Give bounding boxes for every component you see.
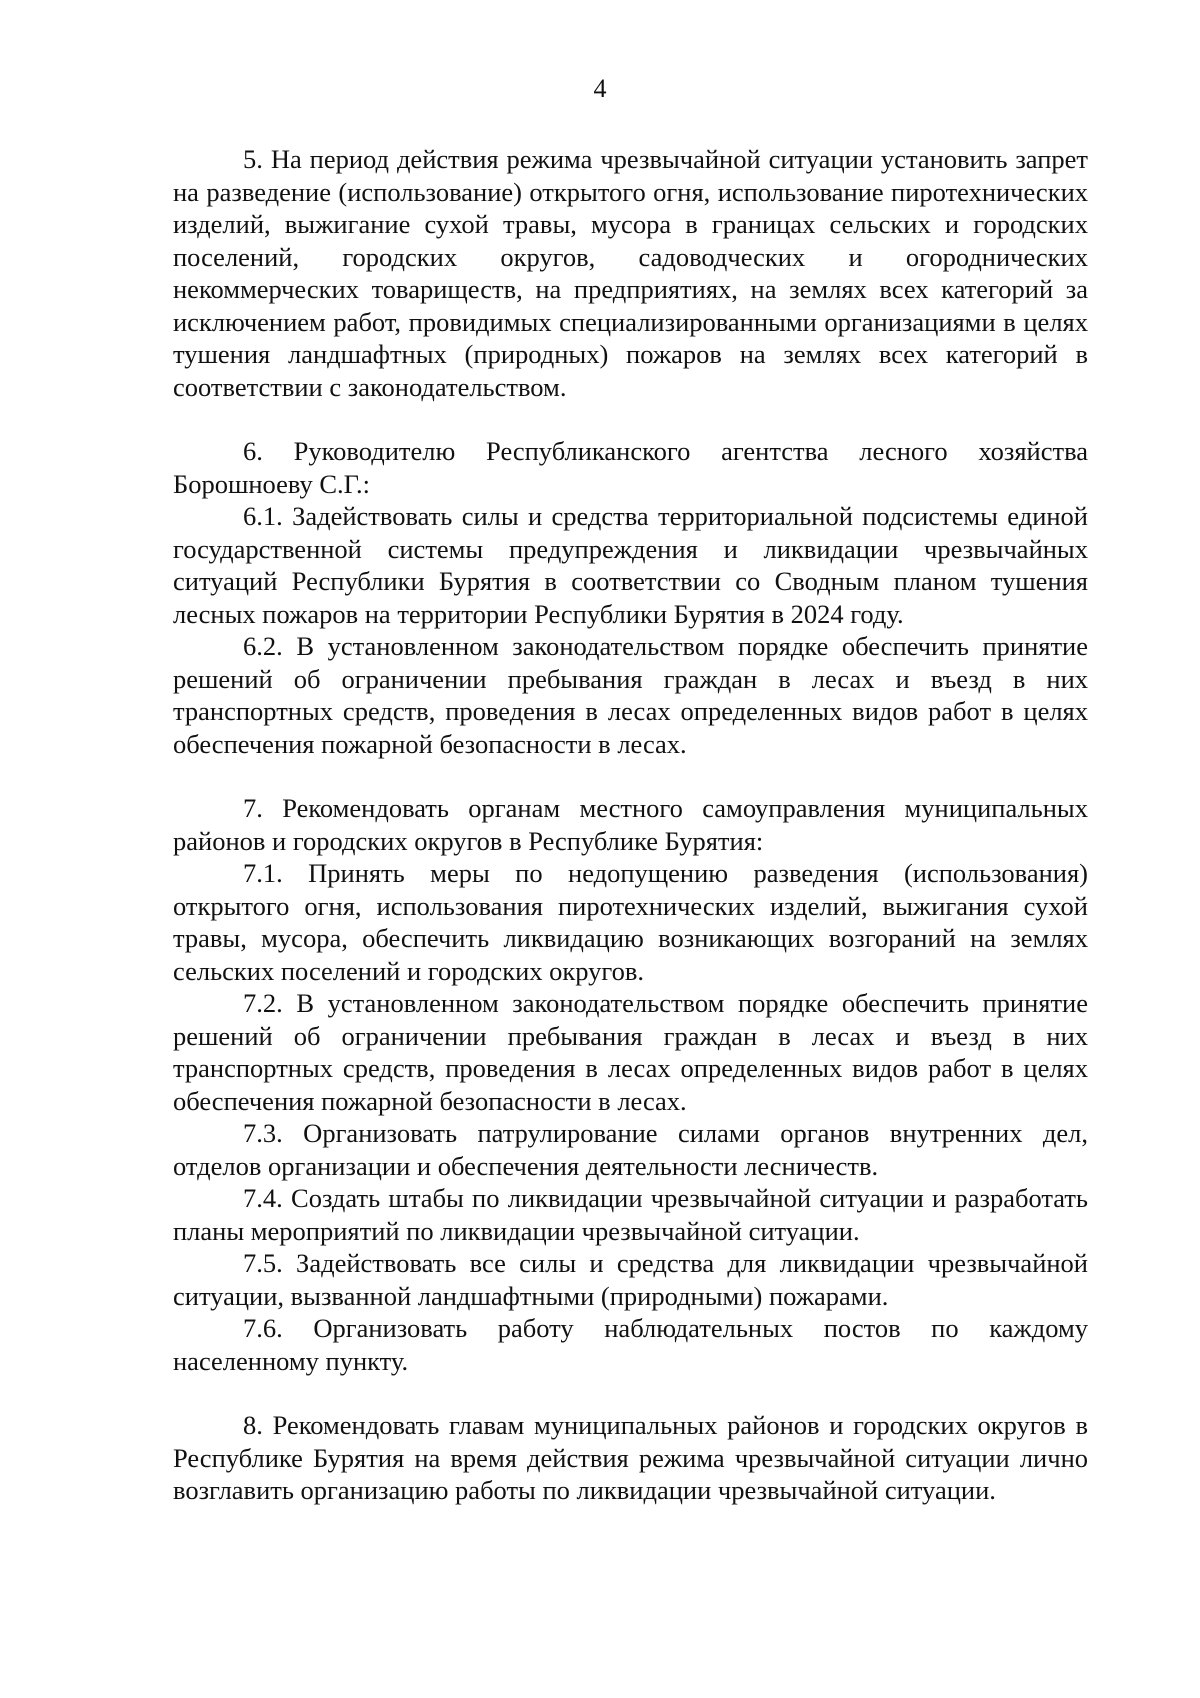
paragraph-6-1: 6.1. Задействовать силы и средства территориальной подсистемы единой государственной системы предупреждения и ликвидации чрезвычайных ситуаций Республики Бурятия в соответствии со Сводным планом тушения лесных пожаров на территории Республики Бурятия в 2024 году. xyxy=(173,501,1088,629)
paragraph-7-4: 7.4. Создать штабы по ликвидации чрезвычайной ситуации и разработать планы мероприятий по ликвидации чрезвычайной ситуации. xyxy=(173,1183,1088,1246)
paragraph-6-2: 6.2. В установленном законодательством порядке обеспечить принятие решений об ограничении пребывания граждан в лесах и въезд в них транспортных средств, проведения в лесах определенных видов работ в целях обеспечения пожарной безопасности в лесах. xyxy=(173,631,1088,759)
paragraph-7: 7. Рекомендовать органам местного самоуправления муниципальных районов и городских округов в Республике Бурятия: xyxy=(173,793,1088,856)
paragraph-7-3: 7.3. Организовать патрулирование силами органов внутренних дел, отделов организации и обеспечения деятельности лесничеств. xyxy=(173,1118,1088,1181)
paragraph-7-5: 7.5. Задействовать все силы и средства для ликвидации чрезвычайной ситуации, вызванной ландшафтными (природными) пожарами. xyxy=(173,1248,1088,1311)
paragraph-7-1: 7.1. Принять меры по недопущению разведения (использования) открытого огня, использования пиротехнических изделий, выжигания сухой травы, мусора, обеспечить ликвидацию возникающих возгораний на землях сельских поселений и городских округов. xyxy=(173,858,1088,986)
paragraph-7-6: 7.6. Организовать работу наблюдательных постов по каждому населенному пункту. xyxy=(173,1313,1088,1376)
page-number: 4 xyxy=(593,74,607,103)
paragraph-8: 8. Рекомендовать главам муниципальных районов и городских округов в Республике Бурятия на время действия режима чрезвычайной ситуации лично возглавить организацию работы по ликвидации чрезвычайной ситуации. xyxy=(173,1410,1088,1505)
paragraph-7-2: 7.2. В установленном законодательством порядке обеспечить принятие решений об ограничении пребывания граждан в лесах и въезд в них транспортных средств, проведения в лесах определенных видов работ в целях обеспечения пожарной безопасности в лесах. xyxy=(173,988,1088,1116)
paragraph-6: 6. Руководителю Республиканского агентства лесного хозяйства Борошноеву С.Г.: xyxy=(173,436,1088,499)
document-body xyxy=(173,143,1088,1507)
paragraph-5: 5. На период действия режима чрезвычайной ситуации установить запрет на разведение (использование) открытого огня, использование пиротехнических изделий, выжигание сухой травы, мусора в границах сельских и городских поселений, городских округов, садоводческих и огороднических некоммерческих товариществ, на предприятиях, на землях всех категорий за исключением работ, провидимых специализированными организациями в целях тушения ландшафтных (природных) пожаров на землях всех категорий в соответствии с законодательством. xyxy=(173,144,1088,402)
